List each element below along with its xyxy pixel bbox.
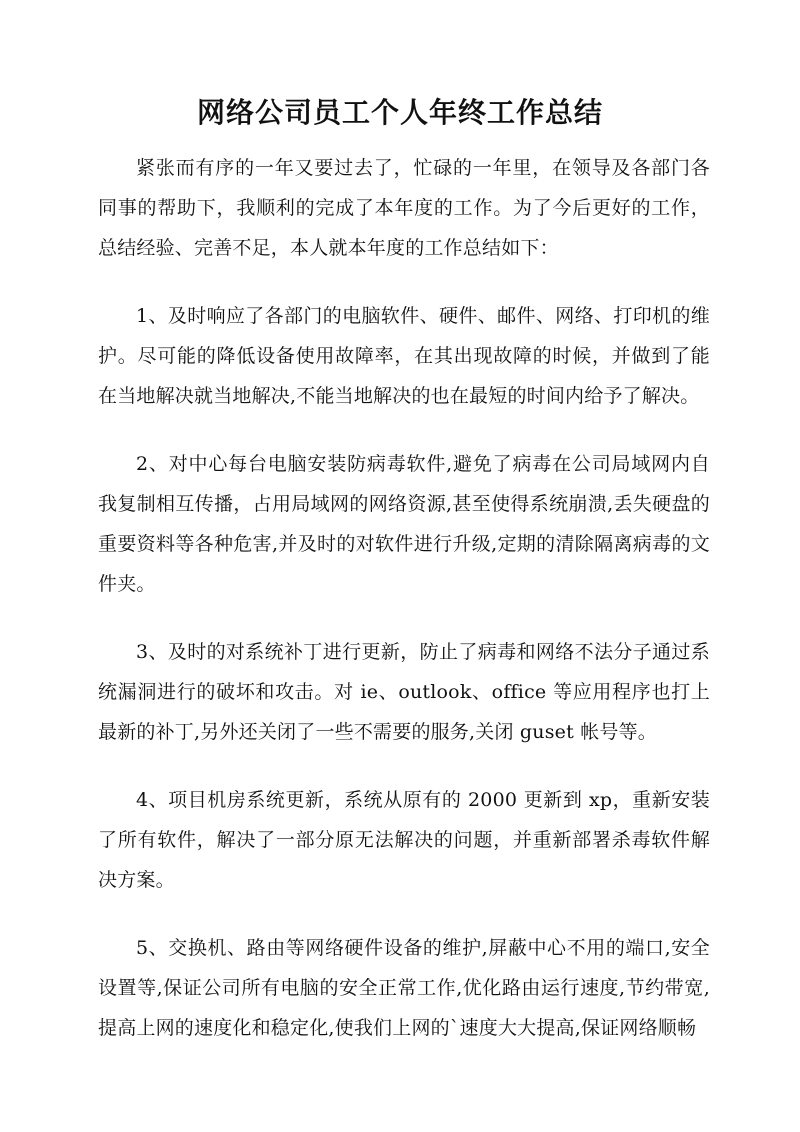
paragraph-intro: 紧张而有序的一年又要过去了，忙碌的一年里，在领导及各部门各同事的帮助下，我顺利的完成了本年度的工作。为了今后更好的工作，总结经验、完善不足，本人就本年度的工作总结如下： [98,157,710,259]
paragraph-item-3: 3、及时的对系统补丁进行更新，防止了病毒和网络不法分子通过系统漏洞进行的破坏和攻击。对 ie、outlook、office 等应用程序也打上最新的补丁,另外还关闭了一些不需要的服务,关闭 guset 帐号等。 [98,641,710,743]
paragraph-item-4: 4、项目机房系统更新，系统从原有的 2000 更新到 xp，重新安装了所有软件，解决了一部分原无法解决的问题，并重新部署杀毒软件解决方案。 [98,789,710,891]
paragraph-item-1: 1、及时响应了各部门的电脑软件、硬件、邮件、网络、打印机的维护。尽可能的降低设备使用故障率，在其出现故障的时候，并做到了能在当地解决就当地解决,不能当地解决的也在最短的时间内给予了解决。 [98,305,710,407]
paragraph-item-2: 2、对中心每台电脑安装防病毒软件,避免了病毒在公司局域网内自我复制相互传播，占用局域网的网络资源,甚至使得系统崩溃,丢失硬盘的重要资料等各种危害,并及时的对软件进行升级,定期的清除隔离病毒的文件夹。 [98,453,710,595]
document-body [98,148,710,1076]
document-title: 网络公司员工个人年终工作总结 [196,96,603,129]
paragraph-item-5: 5、交换机、路由等网络硬件设备的维护,屏蔽中心不用的端口,安全设置等,保证公司所有电脑的安全正常工作,优化路由运行速度,节约带宽,提高上网的速度化和稳定化,使我们上网的`速度大大提高,保证网络顺畅 [98,937,710,1039]
